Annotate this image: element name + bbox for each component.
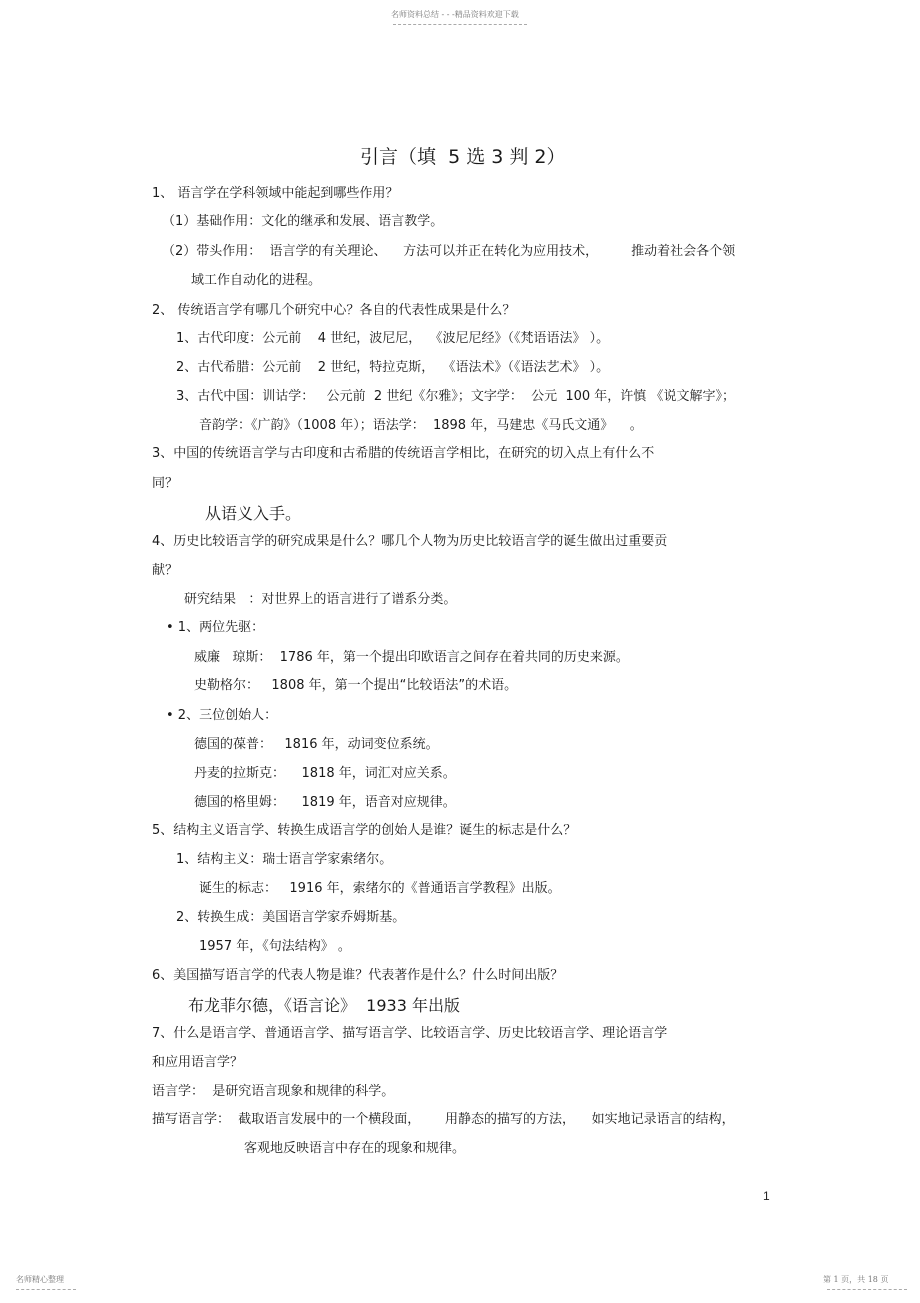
text-line: 和应用语言学？ xyxy=(152,1055,244,1070)
text-line: （2）带头作用： 语言学的有关理论、 方法可以并正在转化为应用技术， 推动着社会各个领 xyxy=(162,244,736,259)
text-line: 2、古代希腊：公元前 2 世纪，特拉克斯， 《语法术》（《语法艺术》 ）。 xyxy=(176,360,610,375)
footer-left-divider xyxy=(16,1289,76,1290)
text-line: 同？ xyxy=(152,476,179,491)
text-line: 丹麦的拉斯克： 1818 年，词汇对应关系。 xyxy=(194,766,456,781)
text-line: 语言学： 是研究语言现象和规律的科学。 xyxy=(152,1084,395,1099)
text-line: 2、 传统语言学有哪几个研究中心？各自的代表性成果是什么？ xyxy=(152,303,516,318)
text-line: 1、古代印度：公元前 4 世纪，波尼尼， 《波尼尼经》（《梵语语法》 ）。 xyxy=(176,331,610,346)
text-line: 描写语言学： 截取语言发展中的一个横段面， 用静态的描写的方法， 如实地记录语言的结构， xyxy=(152,1112,735,1127)
footer-right: 第 1 页，共 18 页 xyxy=(823,1275,889,1284)
text-line: 6、美国描写语言学的代表人物是谁？代表著作是什么？什么时间出版？ xyxy=(152,968,564,983)
text-line: 献？ xyxy=(152,563,179,578)
answer-line: 布龙菲尔德，《语言论》 1933 年出版 xyxy=(188,996,460,1015)
text-line: 音韵学：《广韵》（1008 年）；语法学： 1898 年，马建忠《马氏文通》 。 xyxy=(199,418,643,433)
page-number: 1 xyxy=(763,1189,770,1203)
footer-left: 名师精心整理 xyxy=(16,1275,64,1284)
footer-right-divider xyxy=(827,1289,907,1290)
text-line: • 2、三位创始人： xyxy=(166,708,278,723)
text-line: 1、 语言学在学科领域中能起到哪些作用？ xyxy=(152,186,399,201)
text-line: 域工作自动化的进程。 xyxy=(191,273,322,288)
text-line: • 1、两位先驱： xyxy=(166,620,265,635)
text-line: （1）基础作用：文化的继承和发展、语言教学。 xyxy=(162,214,444,229)
text-line: 德国的格里姆： 1819 年，语音对应规律。 xyxy=(194,795,456,810)
text-line: 威廉 琼斯： 1786 年，第一个提出印欧语言之间存在着共同的历史来源。 xyxy=(194,650,629,665)
text-line: 德国的葆普： 1816 年，动词变位系统。 xyxy=(194,737,439,752)
text-line: 研究结果 ：对世界上的语言进行了谱系分类。 xyxy=(184,592,457,607)
text-line: 5、结构主义语言学、转换生成语言学的创始人是谁？诞生的标志是什么？ xyxy=(152,823,577,838)
text-line: 4、历史比较语言学的研究成果是什么？哪几个人物为历史比较语言学的诞生做出过重要贡 xyxy=(152,534,668,549)
header-banner: 名师资料总结 - - -精品资料欢迎下载 xyxy=(391,10,519,19)
text-line: 3、古代中国：训诂学： 公元前 2 世纪《尔雅》；文字学： 公元 100 年，许慎 《说文解字》； xyxy=(176,389,735,404)
text-line: 1、结构主义：瑞士语言学家索绪尔。 xyxy=(176,852,393,867)
text-line: 客观地反映语言中存在的现象和规律。 xyxy=(244,1141,466,1156)
text-line: 诞生的标志： 1916 年，索绪尔的《普通语言学教程》出版。 xyxy=(199,881,561,896)
text-line: 2、转换生成：美国语言学家乔姆斯基。 xyxy=(176,910,406,925)
text-line: 7、什么是语言学、普通语言学、描写语言学、比较语言学、历史比较语言学、理论语言学 xyxy=(152,1026,668,1041)
text-line: 3、中国的传统语言学与古印度和古希腊的传统语言学相比，在研究的切入点上有什么不 xyxy=(152,446,655,461)
text-line: 1957 年，《句法结构》 。 xyxy=(199,939,351,954)
text-line: 史勒格尔： 1808 年，第一个提出“比较语法”的术语。 xyxy=(194,678,518,693)
answer-line: 从语义入手。 xyxy=(205,504,302,523)
header-divider xyxy=(393,24,527,25)
page-title: 引言（填 5 选 3 判 2） xyxy=(360,146,566,168)
